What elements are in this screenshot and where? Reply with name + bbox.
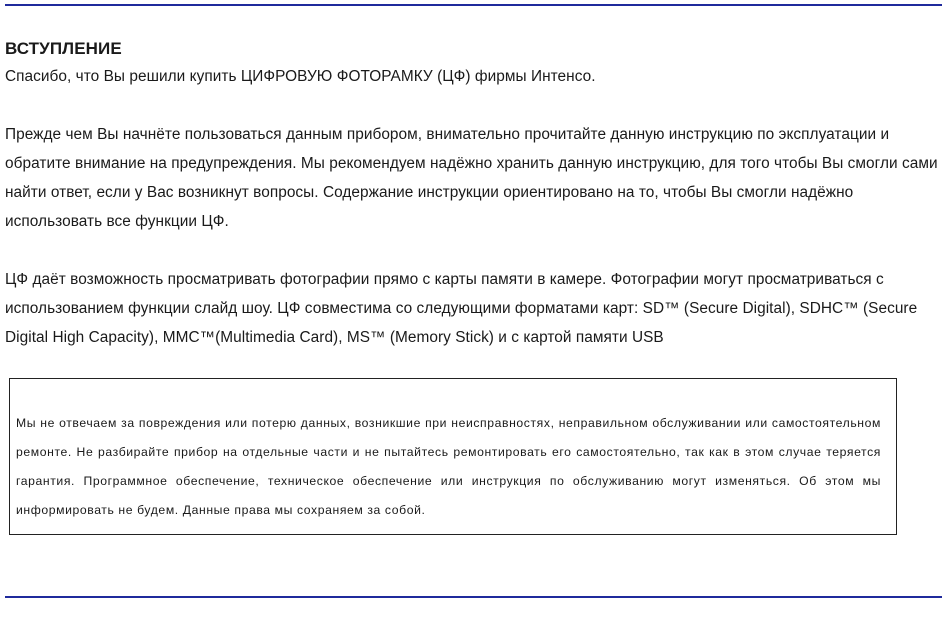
document-body — [5, 38, 943, 352]
usage-paragraph: Прежде чем Вы начнёте пользоваться данным прибором, внимательно прочитайте данную инструкцию по эксплуатации и обратите внимание на предупреждения. Мы рекомендуем надёжно хранить данную инструкцию, для того чтобы Вы смогли сами найти ответ, если у Вас возникнут вопросы. Содержание инструкции ориентировано на то, чтобы Вы смогли надёжно использовать все функции ЦФ. — [5, 126, 938, 230]
bottom-divider — [5, 596, 942, 598]
disclaimer-box — [9, 378, 897, 535]
top-divider — [5, 4, 942, 6]
section-heading: ВСТУПЛЕНИЕ — [5, 39, 122, 58]
disclaimer-text: Мы не отвечаем за повреждения или потерю данных, возникшие при неисправностях, неправильном обслуживании или самостоятельном ремонте. Не разбирайте прибор на отдельные части и не пытайтесь ремонтировать его самостоятельно, так как в этом случае теряется гарантия. Программное обеспечение, техническое обеспечение или инструкция по обслуживанию могут изменяться. Об этом мы информировать не будем. Данные права мы сохраняем за собой. — [16, 416, 881, 517]
intro-paragraph: Спасибо, что Вы решили купить ЦИФРОВУЮ ФОТОРАМКУ (ЦФ) фирмы Интенсо. — [5, 68, 596, 85]
compatibility-paragraph: ЦФ даёт возможность просматривать фотографии прямо с карты памяти в камере. Фотографии могут просматриваться с использованием функции слайд шоу. ЦФ совместима со следующими форматами карт: SD™ (Secure Digital), SDHC™ (Secure Digital High Capacity), MMC™(Multimedia Card), MS™ (Memory Stick) и с картой памяти USB — [5, 271, 918, 346]
